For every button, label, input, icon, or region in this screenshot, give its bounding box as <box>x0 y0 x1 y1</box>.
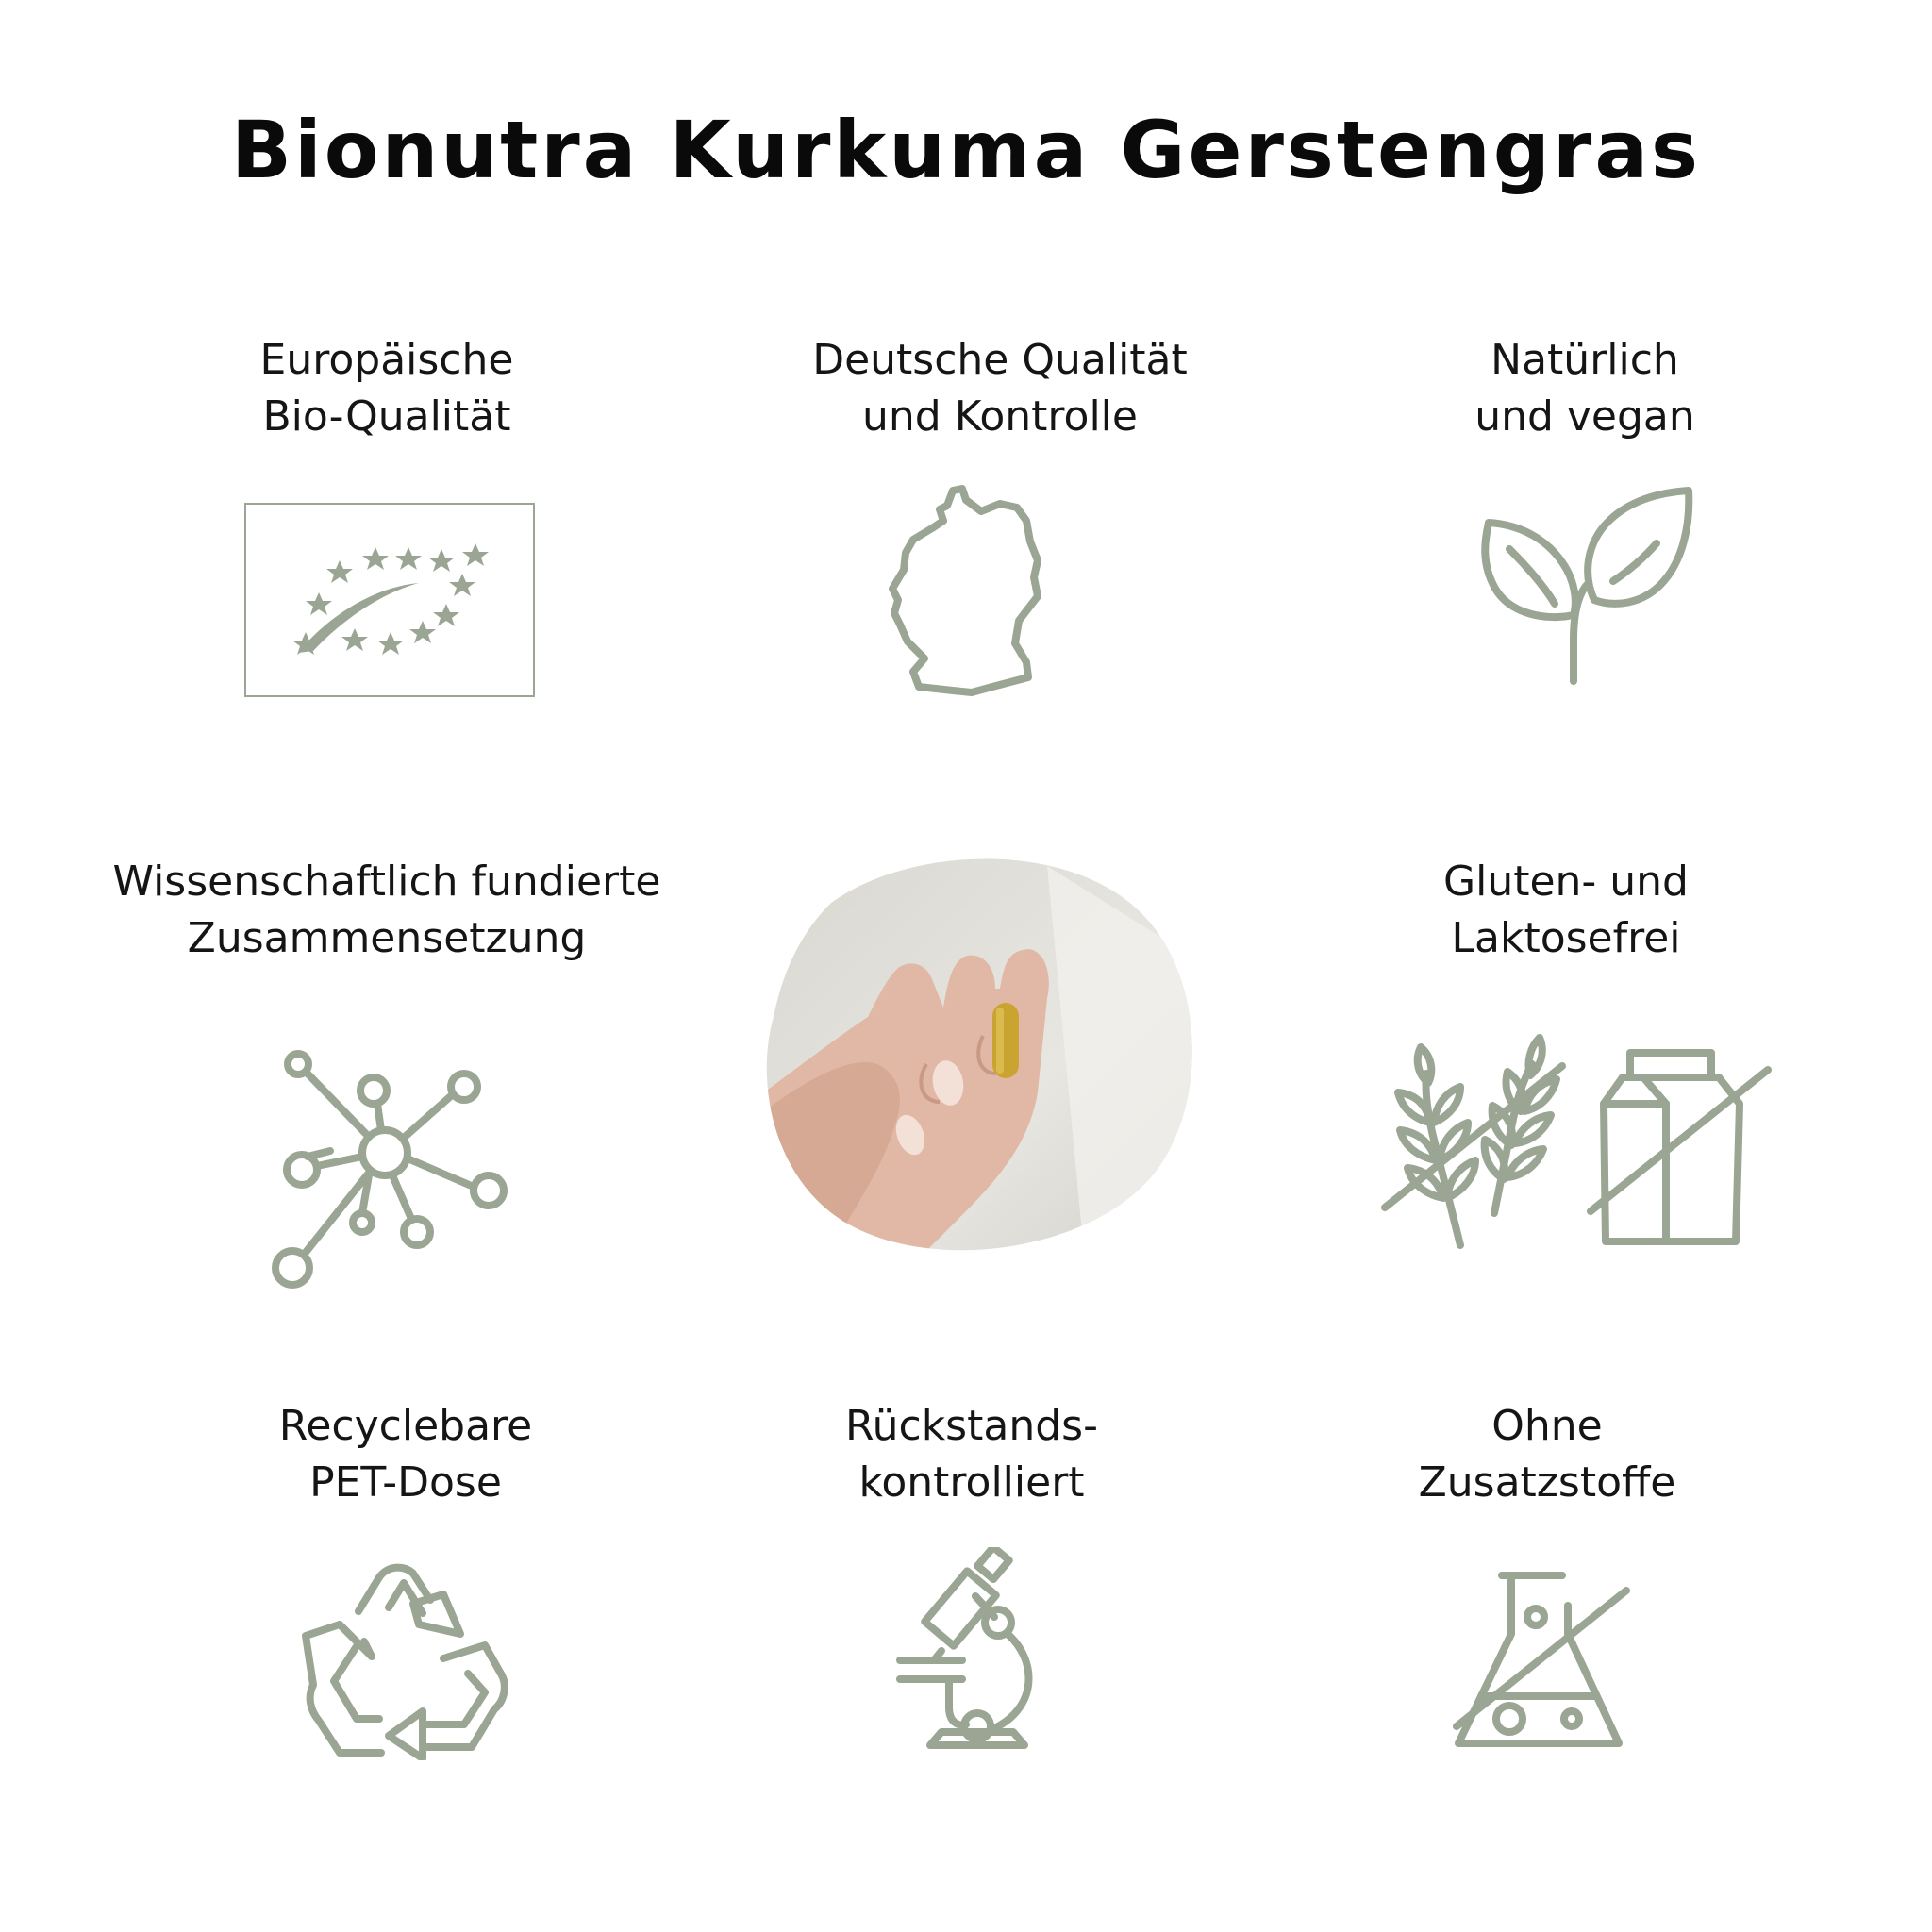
feature-natural-vegan <box>1396 332 1774 445</box>
eu-organic-leaf-icon <box>243 502 536 698</box>
sprout-leaves-icon <box>1472 483 1698 687</box>
feature-label: Deutsche Qualität und Kontrolle <box>812 336 1188 441</box>
microscope-icon <box>896 1547 1057 1755</box>
feature-residue-controlled <box>792 1398 1151 1511</box>
feature-label: Gluten- und Laktosefrei <box>1443 858 1689 962</box>
center-photo <box>764 847 1198 1262</box>
feature-german-quality <box>792 332 1208 445</box>
page-title: Bionutra Kurkuma Gerstengras <box>230 104 1702 196</box>
molecule-network-icon <box>264 1038 519 1292</box>
germany-map-icon <box>887 483 1057 698</box>
recycle-icon <box>302 1558 509 1760</box>
feature-recyclable <box>217 1398 594 1511</box>
feature-label: Europäische Bio-Qualität <box>259 336 514 441</box>
flask-crossed-icon <box>1453 1568 1641 1757</box>
feature-label: Wissenschaftlich fundierte Zusammensetzung <box>112 858 661 962</box>
feature-label: Rückstands- kontrolliert <box>845 1402 1098 1507</box>
feature-no-additives <box>1358 1398 1736 1511</box>
feature-eu-bio <box>198 332 575 445</box>
feature-label: Natürlich und vegan <box>1474 336 1695 441</box>
wheat-milk-crossed-icon <box>1377 1028 1774 1255</box>
feature-label: Recyclebare PET-Dose <box>278 1402 533 1507</box>
feature-scientific <box>75 854 698 967</box>
feature-gluten-lactose-free <box>1358 854 1774 967</box>
hand-holding-capsule-photo <box>764 847 1198 1262</box>
feature-label: Ohne Zusatzstoffe <box>1418 1402 1676 1507</box>
